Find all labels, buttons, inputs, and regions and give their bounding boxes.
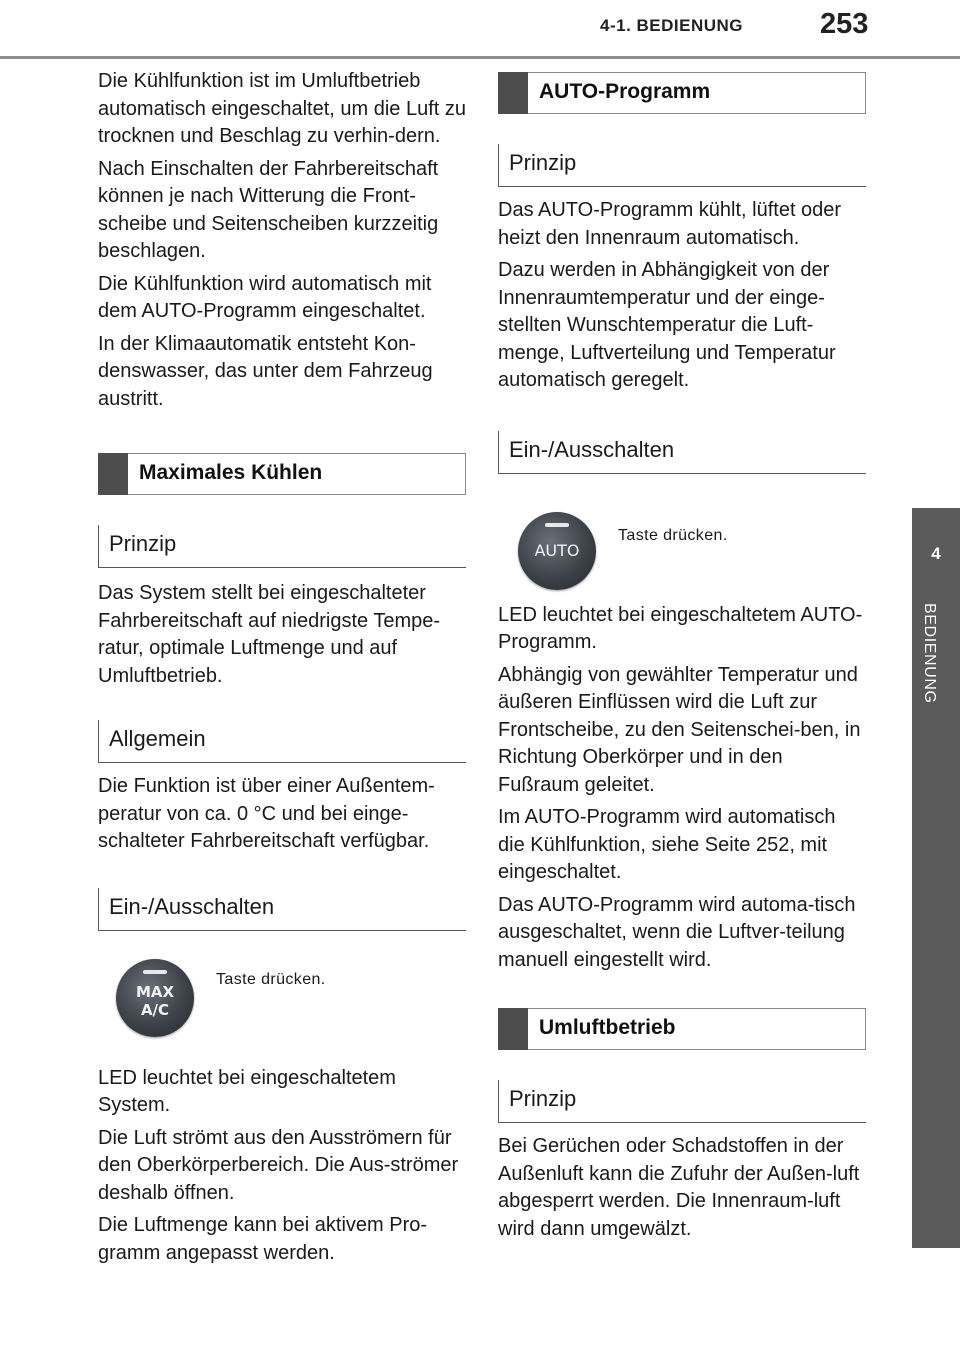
subheading-prinzip (498, 1080, 866, 1123)
button-label-line2: A/C (140, 1000, 170, 1019)
paragraph: Das System stellt bei eingeschalteter Fahrbereitschaft auf niedrigste Tempe-ratur, optimale Luftmenge und auf Umluftbetrieb. (98, 582, 441, 687)
chapter-number: 4 (931, 544, 941, 563)
button-illustration-row (98, 959, 466, 1049)
section-heading-auto-programm (498, 72, 866, 114)
subheading-ein-ausschalten (98, 888, 466, 931)
section-heading-text: Maximales Kühlen (139, 461, 323, 484)
section-heading-text: Umluftbetrieb (539, 1016, 676, 1039)
paragraph: Die Kühlfunktion ist im Umluftbetrieb automatisch eingeschaltet, um die Luft zu trocknen und Beschlag zu verhin-dern. (98, 70, 466, 147)
paragraph: Die Kühlfunktion wird automatisch mit dem AUTO-Programm eingeschaltet. (98, 272, 432, 322)
chapter-label: BEDIENUNG (921, 603, 938, 704)
button-caption: Taste drücken. (216, 970, 326, 988)
paragraph: Abhängig von gewählter Temperatur und äußeren Einflüssen wird die Luft zur Frontscheibe, zu den Seitenschei-ben, in Richtung Oberkörper und in den Fußraum geleitet. (498, 663, 861, 796)
led-indicator (143, 970, 167, 974)
paragraph: Das AUTO-Programm wird automa-tisch ausgeschaltet, wenn die Luftver-teilung manuell eingestellt wird. (498, 893, 856, 971)
subheading-text: Prinzip (509, 1086, 577, 1111)
button-label: AUTO (534, 540, 580, 560)
button-caption: Taste drücken. (618, 526, 728, 544)
heading-bar (498, 72, 528, 114)
paragraph: Dazu werden in Abhängigkeit von der Innenraumtemperatur und der einge-stellten Wunschtemperatur die Luft-menge, Luftverteilung und Temperatur automatisch geregelt. (498, 259, 836, 391)
led-indicator (545, 523, 569, 527)
chapter-side-tab (912, 508, 960, 1248)
subheading-text: Prinzip (509, 150, 577, 175)
subheading-text: Ein-/Ausschalten (109, 893, 275, 919)
section-heading-text: AUTO-Programm (539, 80, 711, 103)
button-label-line1: MAX (135, 982, 175, 1001)
heading-bar (98, 453, 128, 495)
subheading-prinzip (98, 525, 466, 568)
right-column (498, 72, 866, 1248)
subheading-text: Prinzip (109, 531, 177, 556)
paragraph: Die Luftmenge kann bei aktivem Pro-gramm angepasst werden. (98, 1214, 428, 1264)
paragraph: LED leuchtet bei eingeschaltetem System. (98, 1066, 396, 1116)
left-column (98, 68, 466, 1272)
subheading-prinzip (498, 144, 866, 187)
paragraph: Die Funktion ist über einer Außentem-peratur von ca. 0 °C und bei einge-schalteter Fahrbereitschaft verfügbar. (98, 775, 435, 852)
paragraph: Im AUTO-Programm wird automatisch die Kühlfunktion, siehe Seite 252, mit eingeschaltet. (498, 806, 836, 883)
paragraph: Nach Einschalten der Fahrbereitschaft können je nach Witterung die Front-scheibe und Seitenscheiben kurzzeitig beschlagen. (98, 157, 439, 262)
section-heading-maximales-kuehlen (98, 453, 466, 495)
paragraph: Das AUTO-Programm kühlt, lüftet oder heizt den Innenraum automatisch. (498, 199, 842, 249)
paragraph: Bei Gerüchen oder Schadstoffen in der Außenluft kann die Zufuhr der Außen-luft abgesperrt werden. Die Innenraum-luft wird dann umgewälzt. (498, 1135, 860, 1240)
paragraph: In der Klimaautomatik entsteht Kon-denswasser, das unter dem Fahrzeug austritt. (98, 332, 433, 410)
subheading-text: Allgemein (109, 726, 206, 751)
paragraph: LED leuchtet bei eingeschaltetem AUTO-Programm. (498, 603, 863, 653)
subheading-allgemein (98, 720, 466, 763)
max-ac-button-icon (116, 959, 194, 1037)
paragraph: Die Luft strömt aus den Ausströmern für den Oberkörperbereich. Die Aus-strömer deshalb öffnen. (98, 1126, 459, 1204)
page-number: 253 (820, 8, 869, 40)
auto-button-icon (518, 512, 596, 590)
subheading-text: Ein-/Ausschalten (509, 436, 675, 462)
running-header-section: 4-1. BEDIENUNG (600, 16, 744, 35)
button-illustration-row (498, 512, 866, 602)
section-heading-umluftbetrieb (498, 1008, 866, 1050)
header-divider (0, 56, 960, 59)
heading-bar (498, 1008, 528, 1050)
subheading-ein-ausschalten (498, 431, 866, 474)
